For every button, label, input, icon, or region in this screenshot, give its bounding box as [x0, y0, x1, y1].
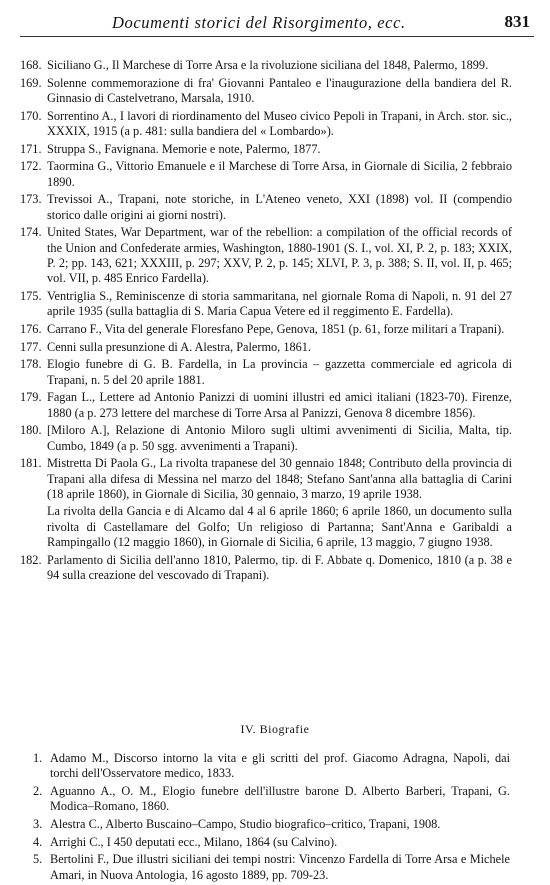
entry-continuation: La rivolta della Gancia e di Alcamo dal 4 al 6 aprile 1860; 6 aprile 1860, un documento sulla rivolta di Castellamare del Golfo; Un religioso di Partanna; Sant'Anna e Garibaldi a Rampingallo (12 maggio 1860), in Giornale di Sicilia, 6 aprile, 13 maggio, 7 giugno 1938.	[47, 504, 512, 550]
entry-number: 2.	[33, 784, 43, 798]
entry-number: 177.	[20, 339, 42, 354]
entry-number: 3.	[33, 817, 43, 831]
bibliography-entry	[0, 142, 550, 157]
bibliography-entry	[0, 192, 550, 223]
entry-number: 169.	[20, 75, 42, 90]
bibliography-entry	[0, 322, 550, 337]
entry-number: 4.	[33, 834, 43, 849]
bibliography-entry	[0, 423, 550, 454]
entry-text: Elogio funebre di G. B. Fardella, in La provincia – gazzetta commerciale ed agricola di Trapani, n. 5 del 20 aprile 1881.	[47, 357, 512, 387]
entry-number: 178.	[20, 357, 42, 372]
entry-text: [Miloro A.], Relazione di Antonio Miloro sugli ultimi avvenimenti di Sicilia, Malta, tip. Cumbo, 1849 (a p. 50 sgg. avvenimenti a Trapani).	[47, 423, 512, 453]
biography-entry	[0, 751, 550, 782]
entry-text: Arrighi C., I 450 deputati ecc., Milano, 1864 (su Calvino).	[50, 834, 338, 849]
running-header	[20, 10, 534, 37]
entry-text: Fagan L., Lettere ad Antonio Panizzi di uomini illustri ed amici italiani (1823-70). Firenze, 1880 (a p. 273 lettere del marchese di Torre Arsa al Panizzi, Genova 8 dicembre 1856).	[47, 390, 512, 420]
running-title: Documenti storici del Risorgimento, ecc.	[112, 13, 406, 32]
entry-number: 179.	[20, 390, 42, 405]
bibliography-entry	[0, 456, 550, 550]
entry-text: Mistretta Di Paola G., La rivolta trapanese del 30 gennaio 1848; Contributo della provincia di Trapani alla difesa di Messina nel marzo del 1848; Stefano Sant'anna alla battaglia di Carini (18 aprile 1860), in Giornale di Sicilia, 30 gennaio, 3 marzo, 19 aprile 1938.	[47, 456, 512, 501]
entry-text: Sorrentino A., I lavori di riordinamento del Museo civico Pepoli in Trapani, in Arch. stor. sic., XXXIX, 1915 (a p. 481: sulla bandiera del « Lombardo»).	[47, 108, 512, 138]
bibliography-entry	[0, 289, 550, 320]
biographies-section	[0, 692, 550, 885]
biography-entry	[0, 784, 550, 815]
entry-text: Solenne commemorazione di fra' Giovanni Pantaleo e l'inaugurazione della bandiera del R. Ginnasio di Castelvetrano, Marsala, 1910.	[47, 75, 512, 105]
entry-number: 182.	[20, 552, 42, 567]
bibliography-entry	[0, 109, 550, 140]
entry-number: 171.	[20, 141, 42, 156]
entry-number: 174.	[20, 225, 42, 240]
entry-text: Ventriglia S., Reminiscenze di storia sammaritana, nel giornale Roma di Napoli, n. 91 del 27 aprile 1935 (sulla battaglia di S. Maria Capua Vetere ed il reggimento E. Fardella).	[47, 289, 512, 319]
entry-number: 170.	[20, 108, 42, 123]
entry-number: 180.	[20, 423, 42, 438]
bibliography-entry	[0, 58, 550, 73]
entry-text: Adamo M., Discorso intorno la vita e gli scritti del prof. Giacomo Adragna, Napoli, dai torchi dell'Osservatore medico, 1833.	[50, 751, 510, 781]
biography-entry	[0, 835, 550, 850]
bibliography-entry	[0, 553, 550, 584]
entry-number: 175.	[20, 289, 42, 303]
entry-text: Parlamento di Sicilia dell'anno 1810, Palermo, tip. di F. Abbate q. Domenico, 1810 (a p. 38 e 94 sulla creazione del vescovado di Trapani).	[47, 552, 512, 583]
page-number: 831	[504, 12, 530, 31]
entry-text: Struppa S., Favignana. Memorie e note, Palermo, 1877.	[47, 141, 321, 156]
entry-text: United States, War Department, war of the rebellion: a compilation of the official records of the Union and Confederate armies, Washington, 1880-1901 (S. I., vol. XI, P. 2, p. 183; XXIX, P. 2; pp. 143, 621; XXXIII, p. 297; XXV, P. 2, p. 145; XLVI, P. 3, p. 388; S. II, vol. II, p. 465; vol. VII, p. 485 Enrico Fardella).	[47, 225, 512, 286]
entry-text: Taormina G., Vittorio Emanuele e il Marchese di Torre Arsa, in Giornale di Sicilia, 2 febbraio 1890.	[47, 159, 512, 189]
entry-text: Trevissoi A., Trapani, note storiche, in L'Ateneo veneto, XXI (1898) vol. II (compendio storico dalle origini ai giorni nostri).	[47, 192, 512, 222]
entry-number: 173.	[20, 192, 42, 207]
entry-text: Cenni sulla presunzione di A. Alestra, Palermo, 1861.	[47, 339, 311, 354]
entry-text: Bertolini F., Due illustri siciliani dei tempi nostri: Vincenzo Fardella di Torre Arsa e Michele Amari, in Nuova Antologia, 16 agosto 1889, pp. 709-23.	[50, 852, 510, 882]
entry-text: Carrano F., Vita del generale Floresfano Pepe, Genova, 1851 (p. 61, forze militari a Trapani).	[47, 322, 505, 336]
entry-text: Alestra C., Alberto Buscaino–Campo, Studio biografico–critico, Trapani, 1908.	[50, 817, 441, 831]
entry-number: 181.	[20, 456, 42, 471]
bibliography-entry	[0, 390, 550, 421]
bibliography-entry	[0, 357, 550, 388]
entry-text: Aguanno A., O. M., Elogio funebre dell'illustre barone D. Alberto Barberi, Trapani, G. Modica–Romano, 1860.	[50, 784, 510, 814]
entry-number: 176.	[20, 322, 42, 336]
entry-number: 5.	[33, 852, 43, 867]
entry-number: 1.	[33, 751, 43, 765]
entry-number: 168.	[20, 58, 42, 72]
section-heading: IV. Biografie	[240, 722, 310, 736]
biography-entry	[0, 852, 550, 883]
bibliography-entry	[0, 340, 550, 355]
bibliography-entry	[0, 159, 550, 190]
bibliography-entry	[0, 76, 550, 107]
bibliography-list	[0, 58, 550, 586]
bibliography-entry	[0, 225, 550, 287]
entry-text: Siciliano G., Il Marchese di Torre Arsa e la rivoluzione siciliana del 1848, Palermo, 1899.	[47, 58, 489, 72]
entry-number: 172.	[20, 159, 42, 174]
